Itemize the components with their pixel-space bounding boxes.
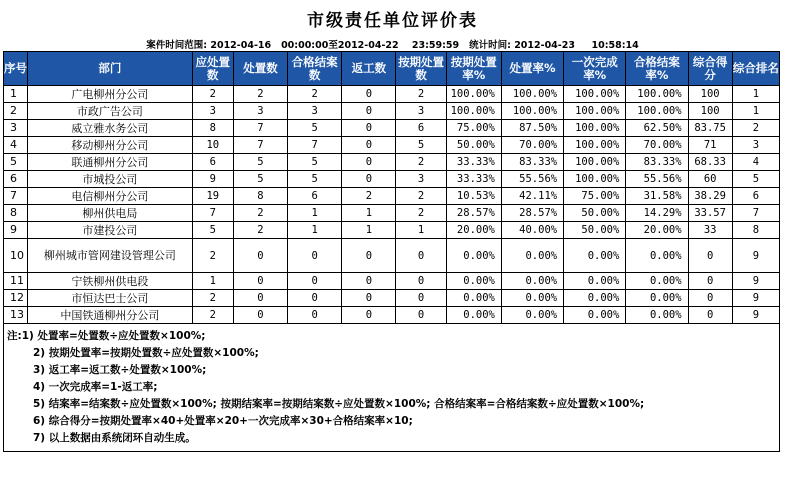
cell-col-on-time-rate: 50.00% (446, 137, 501, 154)
cell-col-on-time-rate: 33.33% (446, 171, 501, 188)
note-line: 注:1) 处置率=处置数÷应处置数×100%; (7, 329, 206, 342)
cell-col-first-pass-rate: 100.00% (564, 154, 626, 171)
cell-col-qualified-closed: 1 (288, 205, 342, 222)
query-start-time: 00:00:00 (281, 40, 329, 51)
cell-col-handle-rate: 0.00% (501, 290, 563, 307)
cell-col-should-handle: 19 (192, 188, 233, 205)
header-col-on-time-handled: 按期处置数 (396, 52, 446, 86)
cell-col-index: 12 (4, 290, 28, 307)
cell-col-rework: 1 (342, 205, 396, 222)
cell-col-rank: 2 (732, 120, 779, 137)
header-col-rank: 综合排名 (732, 52, 779, 86)
cell-col-handled: 0 (233, 290, 287, 307)
note-line: 4) 一次完成率=1-返工率; (33, 380, 158, 393)
header-col-first-pass-rate: 一次完成率% (564, 52, 626, 86)
cell-col-qualified-closed: 6 (288, 188, 342, 205)
table-row (4, 273, 780, 290)
cell-col-index: 5 (4, 154, 28, 171)
cell-col-handled: 2 (233, 222, 287, 239)
cell-col-rank: 1 (732, 86, 779, 103)
table-row (4, 222, 780, 239)
cell-col-department: 市城投公司 (28, 171, 193, 188)
cell-col-handle-rate: 40.00% (501, 222, 563, 239)
cell-col-index: 9 (4, 222, 28, 239)
cell-col-score: 0 (688, 290, 732, 307)
cell-col-on-time-rate: 0.00% (446, 273, 501, 290)
cell-col-department: 柳州供电局 (28, 205, 193, 222)
cell-col-handle-rate: 55.56% (501, 171, 563, 188)
cell-col-on-time-handled: 0 (396, 290, 446, 307)
cell-col-qualified-close-rate: 31.58% (626, 188, 688, 205)
cell-col-qualified-closed: 7 (288, 137, 342, 154)
cell-col-qualified-close-rate: 62.50% (626, 120, 688, 137)
header-col-should-handle: 应处置数 (192, 52, 233, 86)
stat-date: 2012-04-23 (514, 40, 575, 51)
cell-col-rank: 1 (732, 103, 779, 120)
cell-col-handled: 3 (233, 103, 287, 120)
cell-col-on-time-handled: 2 (396, 154, 446, 171)
cell-col-index: 11 (4, 273, 28, 290)
cell-col-on-time-handled: 1 (396, 222, 446, 239)
header-col-qualified-close-rate: 合格结案率% (626, 52, 688, 86)
cell-col-qualified-closed: 0 (288, 290, 342, 307)
cell-col-rank: 9 (732, 273, 779, 290)
cell-col-rank: 8 (732, 222, 779, 239)
header-col-department: 部门 (28, 52, 193, 86)
cell-col-qualified-close-rate: 100.00% (626, 86, 688, 103)
cell-col-rework: 0 (342, 171, 396, 188)
cell-col-on-time-rate: 20.00% (446, 222, 501, 239)
cell-col-should-handle: 2 (192, 307, 233, 324)
cell-col-index: 3 (4, 120, 28, 137)
cell-col-index: 2 (4, 103, 28, 120)
cell-col-rework: 0 (342, 86, 396, 103)
notes-row (4, 324, 780, 452)
notes-section (4, 324, 780, 452)
cell-col-qualified-closed: 5 (288, 171, 342, 188)
cell-col-score: 83.75 (688, 120, 732, 137)
cell-col-handled: 0 (233, 239, 287, 273)
cell-col-index: 10 (4, 239, 28, 273)
cell-col-score: 0 (688, 307, 732, 324)
cell-col-on-time-rate: 0.00% (446, 290, 501, 307)
cell-col-qualified-closed: 0 (288, 307, 342, 324)
stat-time: 10:58:14 (591, 40, 639, 51)
cell-col-handled: 7 (233, 137, 287, 154)
cell-col-on-time-rate: 28.57% (446, 205, 501, 222)
header-col-handle-rate: 处置率% (501, 52, 563, 86)
cell-col-handle-rate: 87.50% (501, 120, 563, 137)
header-col-index: 序号 (4, 52, 28, 86)
cell-col-first-pass-rate: 0.00% (564, 290, 626, 307)
cell-col-department: 威立雅水务公司 (28, 120, 193, 137)
cell-col-should-handle: 8 (192, 120, 233, 137)
cell-col-on-time-handled: 3 (396, 103, 446, 120)
cell-col-qualified-closed: 1 (288, 222, 342, 239)
cell-col-department: 移动柳州分公司 (28, 137, 193, 154)
header-col-qualified-closed: 合格结案数 (288, 52, 342, 86)
cell-col-qualified-closed: 5 (288, 154, 342, 171)
cell-col-on-time-rate: 0.00% (446, 307, 501, 324)
header-col-score: 综合得分 (688, 52, 732, 86)
note-line: 7) 以上数据由系统闭环自动生成。 (33, 431, 196, 444)
cell-col-first-pass-rate: 50.00% (564, 205, 626, 222)
query-end-time: 23:59:59 (411, 40, 460, 51)
table-row (4, 137, 780, 154)
table-row (4, 188, 780, 205)
cell-col-index: 4 (4, 137, 28, 154)
cell-col-rework: 0 (342, 290, 396, 307)
cell-col-handle-rate: 0.00% (501, 239, 563, 273)
cell-col-qualified-closed: 0 (288, 239, 342, 273)
cell-col-qualified-closed: 0 (288, 273, 342, 290)
cell-col-index: 8 (4, 205, 28, 222)
cell-col-on-time-handled: 6 (396, 120, 446, 137)
cell-col-on-time-handled: 5 (396, 137, 446, 154)
cell-col-rework: 0 (342, 307, 396, 324)
cell-col-should-handle: 5 (192, 222, 233, 239)
cell-col-qualified-close-rate: 100.00% (626, 103, 688, 120)
cell-col-rework: 0 (342, 120, 396, 137)
cell-col-handle-rate: 0.00% (501, 273, 563, 290)
query-start-date: 2012-04-16 (210, 40, 272, 51)
query-end-date: 2012-04-22 (337, 40, 399, 51)
cell-col-department: 市政广告公司 (28, 103, 193, 120)
cell-col-on-time-handled: 2 (396, 205, 446, 222)
cell-col-rework: 0 (342, 137, 396, 154)
cell-col-should-handle: 2 (192, 86, 233, 103)
cell-col-score: 38.29 (688, 188, 732, 205)
cell-col-handled: 5 (233, 154, 287, 171)
header-col-on-time-rate: 按期处置率% (446, 52, 501, 86)
cell-col-should-handle: 2 (192, 290, 233, 307)
cell-col-on-time-rate: 10.53% (446, 188, 501, 205)
cell-col-handled: 8 (233, 188, 287, 205)
cell-col-handle-rate: 42.11% (501, 188, 563, 205)
cell-col-first-pass-rate: 100.00% (564, 86, 626, 103)
cell-col-qualified-close-rate: 20.00% (626, 222, 688, 239)
cell-col-handle-rate: 70.00% (501, 137, 563, 154)
cell-col-rework: 2 (342, 188, 396, 205)
cell-col-on-time-handled: 2 (396, 188, 446, 205)
cell-col-rank: 9 (732, 290, 779, 307)
cell-col-on-time-rate: 33.33% (446, 154, 501, 171)
note-line: 5) 结案率=结案数÷应处置数×100%; 按期结案率=按期结案数÷应处置数×100%; 合格结案率=合格结案数÷应处置数×100%; (33, 397, 645, 410)
table-body (4, 86, 780, 452)
table-row (4, 205, 780, 222)
cell-col-on-time-rate: 75.00% (446, 120, 501, 137)
header-col-handled: 处置数 (233, 52, 287, 86)
cell-col-qualified-close-rate: 0.00% (626, 273, 688, 290)
cell-col-on-time-handled: 0 (396, 273, 446, 290)
cell-col-rank: 6 (732, 188, 779, 205)
cell-col-rework: 0 (342, 239, 396, 273)
cell-col-first-pass-rate: 0.00% (564, 307, 626, 324)
cell-col-qualified-close-rate: 0.00% (626, 239, 688, 273)
cell-col-rework: 0 (342, 154, 396, 171)
table-header-row (4, 52, 780, 86)
note-line: 2) 按期处置率=按期处置数÷应处置数×100%; (33, 346, 259, 359)
cell-col-should-handle: 6 (192, 154, 233, 171)
cell-col-qualified-close-rate: 0.00% (626, 290, 688, 307)
cell-col-should-handle: 2 (192, 239, 233, 273)
cell-col-handled: 5 (233, 171, 287, 188)
cell-col-department: 市恒达巴士公司 (28, 290, 193, 307)
cell-col-rank: 9 (732, 307, 779, 324)
cell-col-rank: 4 (732, 154, 779, 171)
table-row (4, 103, 780, 120)
cell-col-qualified-closed: 5 (288, 120, 342, 137)
cell-col-handled: 2 (233, 205, 287, 222)
cell-col-qualified-closed: 2 (288, 86, 342, 103)
cell-col-rank: 5 (732, 171, 779, 188)
cell-col-first-pass-rate: 100.00% (564, 103, 626, 120)
cell-col-first-pass-rate: 100.00% (564, 137, 626, 154)
cell-col-department: 宁铁柳州供电段 (28, 273, 193, 290)
cell-col-on-time-handled: 3 (396, 171, 446, 188)
cell-col-qualified-close-rate: 83.33% (626, 154, 688, 171)
cell-col-qualified-closed: 3 (288, 103, 342, 120)
cell-col-on-time-rate: 100.00% (446, 103, 501, 120)
cell-col-rework: 1 (342, 222, 396, 239)
stat-time-label: 统计时间: (469, 40, 511, 51)
page-title: 市级责任单位评价表 (307, 11, 478, 31)
cell-col-rank: 3 (732, 137, 779, 154)
cell-col-should-handle: 7 (192, 205, 233, 222)
cell-col-rank: 9 (732, 239, 779, 273)
report-meta (0, 37, 785, 51)
table-row (4, 239, 780, 273)
cell-col-first-pass-rate: 100.00% (564, 171, 626, 188)
table-row (4, 86, 780, 103)
cell-col-first-pass-rate: 75.00% (564, 188, 626, 205)
query-time-label: 案件时间范围: (146, 40, 208, 51)
cell-col-score: 71 (688, 137, 732, 154)
note-line: 3) 返工率=返工数÷处置数×100%; (33, 363, 207, 376)
cell-col-first-pass-rate: 100.00% (564, 120, 626, 137)
cell-col-qualified-close-rate: 14.29% (626, 205, 688, 222)
cell-col-first-pass-rate: 0.00% (564, 273, 626, 290)
cell-col-department: 市建投公司 (28, 222, 193, 239)
cell-col-index: 13 (4, 307, 28, 324)
cell-col-should-handle: 10 (192, 137, 233, 154)
cell-col-handled: 7 (233, 120, 287, 137)
cell-col-handled: 0 (233, 307, 287, 324)
table-row (4, 154, 780, 171)
cell-col-first-pass-rate: 0.00% (564, 239, 626, 273)
cell-col-score: 33 (688, 222, 732, 239)
cell-col-handle-rate: 100.00% (501, 86, 563, 103)
cell-col-handled: 0 (233, 273, 287, 290)
cell-col-score: 68.33 (688, 154, 732, 171)
cell-col-score: 100 (688, 86, 732, 103)
cell-col-on-time-handled: 2 (396, 86, 446, 103)
cell-col-first-pass-rate: 50.00% (564, 222, 626, 239)
cell-col-score: 60 (688, 171, 732, 188)
cell-col-qualified-close-rate: 70.00% (626, 137, 688, 154)
range-separator: 至 (328, 40, 338, 51)
cell-col-score: 33.57 (688, 205, 732, 222)
cell-col-qualified-close-rate: 0.00% (626, 307, 688, 324)
cell-col-should-handle: 1 (192, 273, 233, 290)
cell-col-index: 7 (4, 188, 28, 205)
cell-col-rework: 0 (342, 103, 396, 120)
cell-col-on-time-handled: 0 (396, 239, 446, 273)
table-row (4, 171, 780, 188)
cell-col-department: 广电柳州分公司 (28, 86, 193, 103)
cell-col-score: 0 (688, 273, 732, 290)
header-col-rework: 返工数 (342, 52, 396, 86)
cell-col-score: 0 (688, 239, 732, 273)
table-row (4, 307, 780, 324)
table-row (4, 120, 780, 137)
cell-col-on-time-rate: 100.00% (446, 86, 501, 103)
cell-col-department: 柳州城市管网建设管理公司 (28, 239, 193, 273)
evaluation-table (3, 51, 780, 452)
cell-col-department: 中国铁通柳州分公司 (28, 307, 193, 324)
cell-col-index: 6 (4, 171, 28, 188)
cell-col-handle-rate: 100.00% (501, 103, 563, 120)
cell-col-rework: 0 (342, 273, 396, 290)
cell-col-department: 联通柳州分公司 (28, 154, 193, 171)
cell-col-qualified-close-rate: 55.56% (626, 171, 688, 188)
cell-col-on-time-rate: 0.00% (446, 239, 501, 273)
cell-col-score: 100 (688, 103, 732, 120)
cell-col-should-handle: 9 (192, 171, 233, 188)
cell-col-on-time-handled: 0 (396, 307, 446, 324)
cell-col-handle-rate: 83.33% (501, 154, 563, 171)
cell-col-handle-rate: 28.57% (501, 205, 563, 222)
cell-col-should-handle: 3 (192, 103, 233, 120)
cell-col-handled: 2 (233, 86, 287, 103)
note-line: 6) 综合得分=按期处置率×40+处置率×20+一次完成率×30+合格结案率×10; (33, 414, 413, 427)
cell-col-handle-rate: 0.00% (501, 307, 563, 324)
table-row (4, 290, 780, 307)
cell-col-rank: 7 (732, 205, 779, 222)
cell-col-department: 电信柳州分公司 (28, 188, 193, 205)
cell-col-index: 1 (4, 86, 28, 103)
